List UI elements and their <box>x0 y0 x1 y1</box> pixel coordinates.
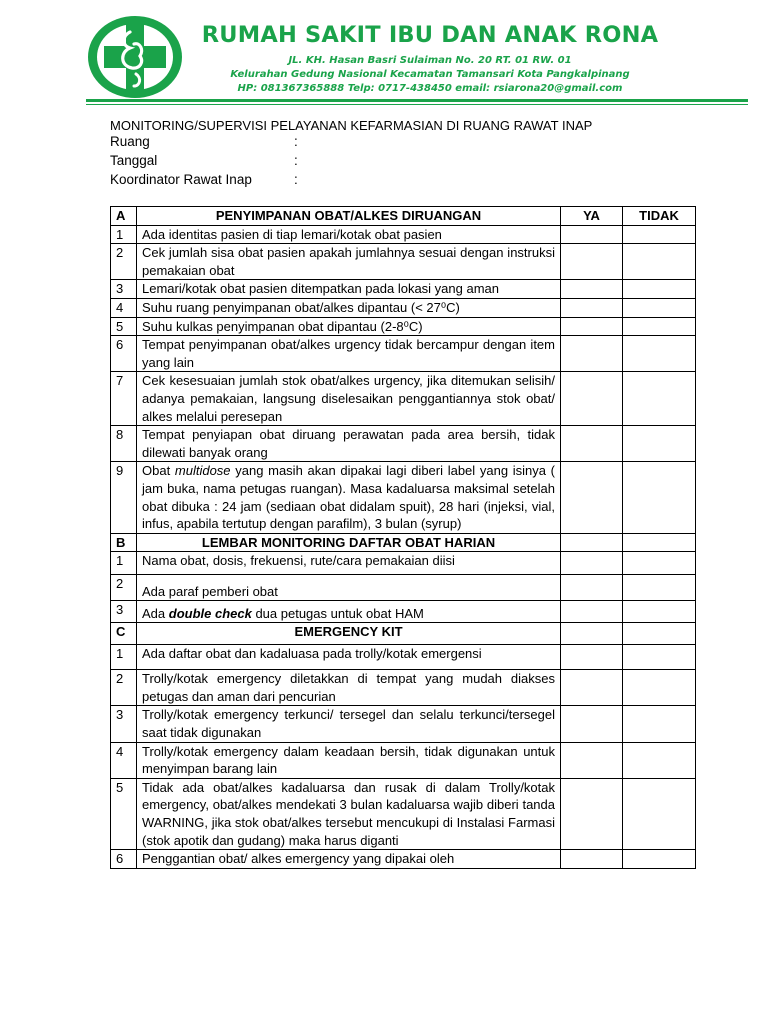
tidak-cell[interactable] <box>623 742 696 778</box>
section-header-b <box>111 533 696 552</box>
item-number: 9 <box>111 462 137 533</box>
item-number: 4 <box>111 742 137 778</box>
hospital-district: Kelurahan Gedung Nasional Kecamatan Tamansari Kota Pangkalpinang <box>230 69 630 80</box>
ya-cell[interactable] <box>561 575 623 601</box>
table-row <box>111 298 696 317</box>
item-number: 8 <box>111 426 137 462</box>
hospital-contact: HP: 081367365888 Telp: 0717-438450 email: rsiarona20@gmail.com <box>237 83 623 94</box>
section-code: C <box>111 623 137 645</box>
field-colon: : <box>294 153 298 168</box>
field-label-koordinator: Koordinator Rawat Inap <box>110 172 252 187</box>
item-text: Ada daftar obat dan kadaluasa pada trolly/kotak emergensi <box>137 645 561 670</box>
checklist-table <box>110 206 696 869</box>
item-number: 1 <box>111 552 137 575</box>
tidak-cell[interactable] <box>623 426 696 462</box>
item-number: 6 <box>111 850 137 869</box>
item-text: Suhu ruang penyimpanan obat/alkes dipantau (< 27⁰C) <box>137 298 561 317</box>
ya-cell[interactable] <box>561 462 623 533</box>
item-number: 3 <box>111 706 137 742</box>
tidak-cell[interactable] <box>623 462 696 533</box>
tidak-cell[interactable] <box>623 244 696 280</box>
ya-cell[interactable] <box>561 850 623 869</box>
document-title: MONITORING/SUPERVISI PELAYANAN KEFARMASIAN DI RUANG RAWAT INAP <box>110 118 593 133</box>
item-number: 6 <box>111 336 137 372</box>
table-row <box>111 670 696 706</box>
column-header-tidak: TIDAK <box>623 207 696 226</box>
item-text: Trolly/kotak emergency terkunci/ tersegel dan selalu terkunci/tersegel saat tidak digunakan <box>137 706 561 742</box>
tidak-cell[interactable] <box>623 552 696 575</box>
section-header-c <box>111 623 696 645</box>
tidak-cell[interactable] <box>623 623 696 645</box>
tidak-cell[interactable] <box>623 280 696 299</box>
letterhead-rule-thick <box>86 99 748 102</box>
item-number: 5 <box>111 778 137 849</box>
hospital-name: RUMAH SAKIT IBU DAN ANAK RONA <box>201 22 659 48</box>
tidak-cell[interactable] <box>623 298 696 317</box>
item-number: 2 <box>111 244 137 280</box>
item-number: 3 <box>111 280 137 299</box>
item-text: Lemari/kotak obat pasien ditempatkan pada lokasi yang aman <box>137 280 561 299</box>
table-row <box>111 778 696 849</box>
item-text: Penggantian obat/ alkes emergency yang dipakai oleh <box>137 850 561 869</box>
item-text-part: Obat <box>142 463 175 479</box>
item-number: 4 <box>111 298 137 317</box>
tidak-cell[interactable] <box>623 850 696 869</box>
item-number: 7 <box>111 372 137 426</box>
table-row <box>111 280 696 299</box>
field-colon: : <box>294 134 298 149</box>
section-title: PENYIMPANAN OBAT/ALKES DIRUANGAN <box>137 207 561 226</box>
table-row <box>111 317 696 336</box>
tidak-cell[interactable] <box>623 225 696 244</box>
item-number: 5 <box>111 317 137 336</box>
item-text-part: dua petugas untuk obat HAM <box>251 605 424 621</box>
table-row <box>111 645 696 670</box>
item-text-italic: multidose <box>174 463 231 479</box>
item-text-part: Ada <box>142 605 169 621</box>
item-text <box>137 601 561 623</box>
tidak-cell[interactable] <box>623 670 696 706</box>
tidak-cell[interactable] <box>623 601 696 623</box>
tidak-cell[interactable] <box>623 645 696 670</box>
tidak-cell[interactable] <box>623 533 696 552</box>
item-number: 1 <box>111 645 137 670</box>
table-row <box>111 462 696 533</box>
ya-cell[interactable] <box>561 533 623 552</box>
tidak-cell[interactable] <box>623 372 696 426</box>
table-row <box>111 372 696 426</box>
table-row <box>111 552 696 575</box>
item-text: Suhu kulkas penyimpanan obat dipantau (2-8⁰C) <box>137 317 561 336</box>
section-title: LEMBAR MONITORING DAFTAR OBAT HARIAN <box>137 533 561 552</box>
section-code: B <box>111 533 137 552</box>
item-text: Tempat penyiapan obat diruang perawatan pada area bersih, tidak dilewati banyak orang <box>137 426 561 462</box>
tidak-cell[interactable] <box>623 336 696 372</box>
ya-cell[interactable] <box>561 623 623 645</box>
item-text: Trolly/kotak emergency diletakkan di tempat yang mudah diakses petugas dan aman dari pencurian <box>137 670 561 706</box>
ya-cell[interactable] <box>561 645 623 670</box>
item-number: 3 <box>111 601 137 623</box>
section-header-a <box>111 207 696 226</box>
item-text: Ada identitas pasien di tiap lemari/kotak obat pasien <box>137 225 561 244</box>
tidak-cell[interactable] <box>623 575 696 601</box>
table-row <box>111 575 696 601</box>
ya-cell[interactable] <box>561 317 623 336</box>
ya-cell[interactable] <box>561 601 623 623</box>
ya-cell[interactable] <box>561 280 623 299</box>
ya-cell[interactable] <box>561 426 623 462</box>
table-row <box>111 336 696 372</box>
section-title: EMERGENCY KIT <box>137 623 561 645</box>
ya-cell[interactable] <box>561 778 623 849</box>
tidak-cell[interactable] <box>623 317 696 336</box>
section-code: A <box>111 207 137 226</box>
tidak-cell[interactable] <box>623 706 696 742</box>
ya-cell[interactable] <box>561 244 623 280</box>
ya-cell[interactable] <box>561 298 623 317</box>
item-number: 1 <box>111 225 137 244</box>
table-row <box>111 426 696 462</box>
item-text: Tempat penyimpanan obat/alkes urgency tidak bercampur dengan item yang lain <box>137 336 561 372</box>
table-row <box>111 850 696 869</box>
tidak-cell[interactable] <box>623 778 696 849</box>
ya-cell[interactable] <box>561 706 623 742</box>
table-row <box>111 244 696 280</box>
field-label-ruang: Ruang <box>110 134 150 149</box>
ya-cell[interactable] <box>561 742 623 778</box>
table-row <box>111 742 696 778</box>
ya-cell[interactable] <box>561 372 623 426</box>
table-row <box>111 601 696 623</box>
item-text: Tidak ada obat/alkes kadaluarsa dan rusak di dalam Trolly/kotak emergency, obat/alkes mendekati 3 bulan kadaluarsa wajib diberi tanda WARNING, jika stok obat/alkes tersebut mencukupi di Instalasi Farmasi (stok apotik dan gudang) maka harus diganti <box>137 778 561 849</box>
item-number: 2 <box>111 670 137 706</box>
item-text: Cek kesesuaian jumlah stok obat/alkes urgency, jika ditemukan selisih/ adanya pemakaian, langsung diselesaikan penggantiannya stok obat/ alkes melalui peresepan <box>137 372 561 426</box>
letterhead <box>190 22 670 96</box>
item-text: Cek jumlah sisa obat pasien apakah jumlahnya sesuai dengan instruksi pemakaian obat <box>137 244 561 280</box>
table-row <box>111 225 696 244</box>
ya-cell[interactable] <box>561 670 623 706</box>
item-text: Trolly/kotak emergency dalam keadaan bersih, tidak digunakan untuk menyimpan barang lain <box>137 742 561 778</box>
item-text-bold-italic: double check <box>168 605 252 621</box>
field-colon: : <box>294 172 298 187</box>
letterhead-rule-thin <box>86 104 748 105</box>
ya-cell[interactable] <box>561 552 623 575</box>
item-number: 2 <box>111 575 137 601</box>
hospital-logo <box>86 14 184 100</box>
table-row <box>111 706 696 742</box>
hospital-address: JL. KH. Hasan Basri Sulaiman No. 20 RT. 01 RW. 01 <box>288 55 572 66</box>
column-header-ya: YA <box>561 207 623 226</box>
field-label-tanggal: Tanggal <box>110 153 158 168</box>
item-text <box>137 462 561 533</box>
ya-cell[interactable] <box>561 225 623 244</box>
ya-cell[interactable] <box>561 336 623 372</box>
item-text: Ada paraf pemberi obat <box>137 575 561 601</box>
item-text-part: yang masih akan dipakai lagi diberi label yang isinya ( jam buka, nama petugas ruangan). Masa kadaluarsa maksimal setelah obat dibuka : 24 jam (sediaan obat didalam spuit), 28 hari (injeksi, vial, infus, apabila tertutup dengan parafilm), 3 bulan (syrup) <box>142 463 556 532</box>
item-text: Nama obat, dosis, frekuensi, rute/cara pemakaian diisi <box>137 552 561 575</box>
